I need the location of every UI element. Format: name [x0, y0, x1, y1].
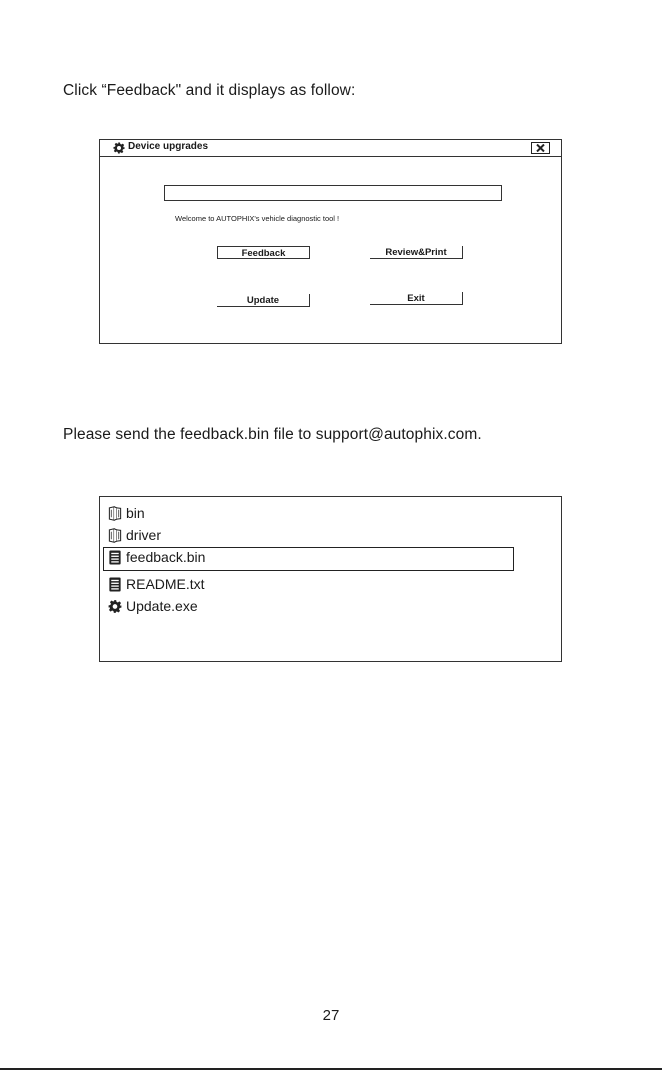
review-print-button[interactable]: Review&Print — [370, 246, 463, 259]
file-name: README.txt — [126, 576, 205, 592]
exit-button[interactable]: Exit — [370, 292, 463, 305]
file-item-feedback-bin[interactable] — [103, 547, 514, 571]
folder-icon — [108, 506, 122, 521]
file-name: Update.exe — [126, 598, 198, 614]
feedback-button[interactable]: Feedback — [217, 246, 310, 259]
file-item-readme[interactable] — [106, 574, 516, 594]
dialog-titlebar — [100, 140, 561, 157]
document-icon — [108, 550, 122, 565]
gear-icon — [108, 599, 122, 614]
device-upgrades-dialog — [99, 139, 562, 344]
file-item-driver[interactable] — [106, 525, 516, 545]
folder-icon — [108, 528, 122, 543]
welcome-message: Welcome to AUTOPHIX's vehicle diagnostic tool ! — [175, 214, 340, 223]
page-number: 27 — [322, 1007, 340, 1024]
dialog-title: Device upgrades — [128, 141, 209, 152]
close-button[interactable] — [531, 142, 550, 154]
intro-text: Click “Feedback" and it displays as follow: — [63, 82, 356, 99]
file-list — [99, 496, 562, 662]
close-icon — [536, 144, 545, 152]
document-icon — [108, 577, 122, 592]
status-field — [164, 185, 502, 201]
bottom-rule — [0, 1068, 662, 1070]
gear-icon — [113, 142, 125, 154]
file-item-bin[interactable] — [106, 503, 516, 523]
file-item-update-exe[interactable] — [106, 596, 516, 616]
file-name: bin — [126, 505, 145, 521]
file-name: driver — [126, 527, 162, 543]
update-button[interactable]: Update — [217, 294, 310, 307]
instruction-text: Please send the feedback.bin file to support@autophix.com. — [63, 426, 482, 443]
file-name: feedback.bin — [126, 549, 206, 565]
